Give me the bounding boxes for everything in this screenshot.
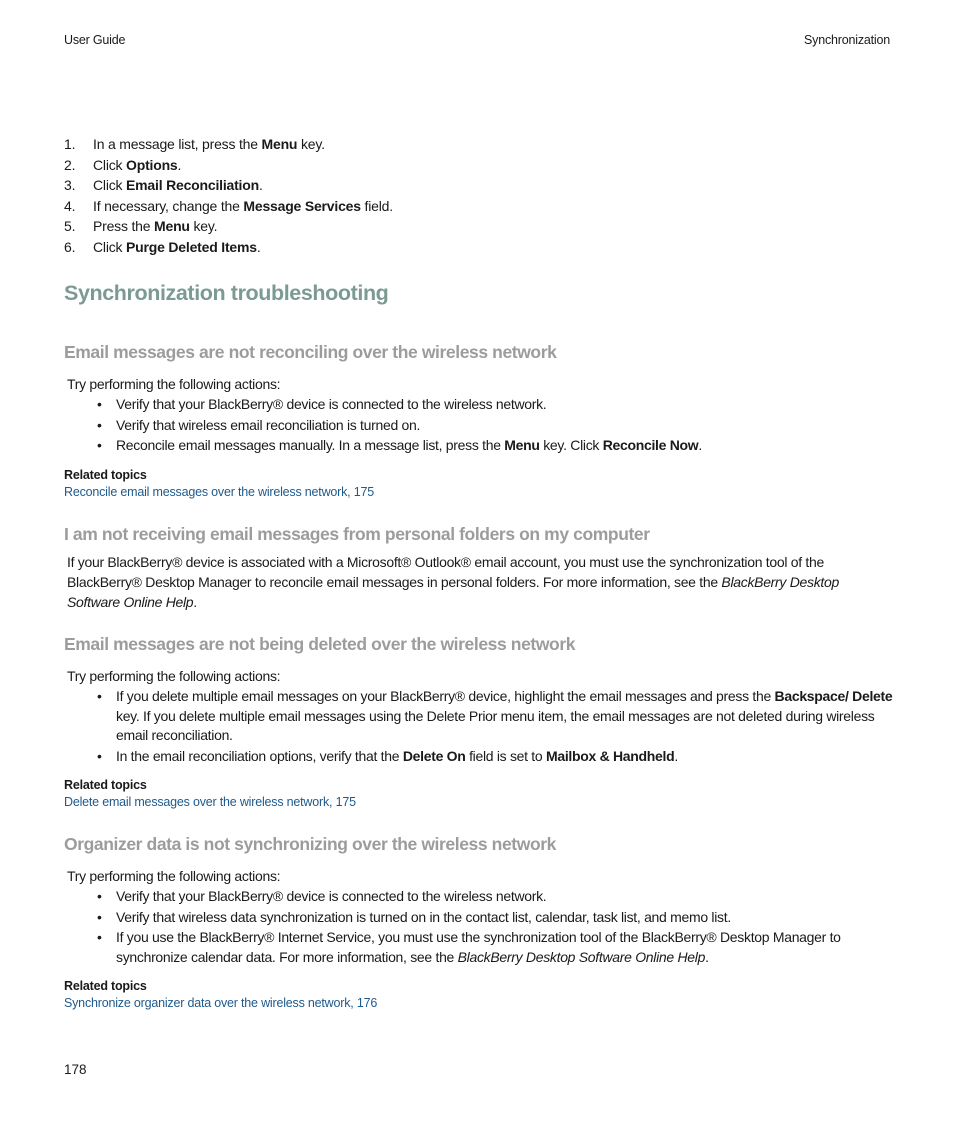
body-paragraph: [67, 552, 895, 612]
header-guide-title: User Guide: [64, 33, 126, 47]
list-item: [64, 416, 894, 436]
step-item: [64, 134, 894, 155]
step-text: .: [177, 156, 182, 173]
step-number: 4.: [64, 197, 76, 214]
step-number: 3.: [64, 177, 76, 193]
step-item: [64, 237, 894, 258]
item-ui-term: Backspace/ Delete: [774, 688, 893, 704]
bullet-icon: •: [97, 416, 102, 433]
step-text: Click: [93, 238, 127, 255]
step-ui-term: Purge Deleted Items: [126, 238, 257, 255]
header-chapter-title: Synchronization: [804, 33, 890, 47]
item-ui-term: Reconcile Now: [602, 437, 699, 453]
step-text: .: [258, 177, 263, 193]
related-topic-link[interactable]: Delete email messages over the wireless network, 175: [64, 795, 356, 809]
subsection-heading-deleting: Email messages are not being deleted over the wireless network: [64, 634, 576, 654]
item-text: Verify that your BlackBerry® device is connected to the wireless network.: [116, 888, 547, 904]
subsection-heading-reconciling: Email messages are not reconciling over the wireless network: [64, 342, 557, 362]
item-text: .: [674, 747, 678, 764]
list-item: [64, 687, 894, 746]
list-item: [64, 395, 894, 415]
page-number: 178: [64, 1062, 87, 1077]
step-text: Click: [93, 177, 127, 193]
bullet-icon: •: [97, 888, 102, 904]
bullet-icon: •: [97, 688, 102, 704]
actions-list: [64, 687, 894, 767]
item-text: key. Click: [539, 437, 603, 453]
actions-list: [64, 395, 894, 457]
step-ui-term: Options: [126, 156, 178, 173]
step-text: Press the: [93, 218, 155, 234]
step-ui-term: Menu: [154, 218, 190, 234]
related-topic-link[interactable]: Reconcile email messages over the wireless network, 175: [64, 485, 374, 499]
step-item: [64, 216, 894, 237]
bullet-icon: •: [97, 747, 102, 764]
list-item: [64, 928, 894, 967]
step-item: [64, 175, 894, 196]
item-text: .: [705, 948, 709, 965]
step-ui-term: Menu: [261, 136, 298, 152]
item-text: .: [698, 437, 702, 453]
related-topics-label: Related topics: [64, 979, 147, 993]
step-ui-term: Email Reconciliation: [126, 177, 259, 193]
step-text: .: [256, 238, 261, 255]
step-number: 1.: [64, 136, 76, 152]
item-text: Verify that wireless data synchronization is turned on in the contact list, calendar, task list, and memo list.: [116, 908, 731, 925]
bullet-icon: •: [97, 396, 102, 412]
step-number: 5.: [64, 218, 76, 234]
section-title: Synchronization troubleshooting: [64, 281, 389, 305]
item-text: Verify that your BlackBerry® device is connected to the wireless network.: [116, 396, 547, 412]
item-ui-term: Delete On: [402, 747, 466, 764]
document-reference: BlackBerry Desktop Software Online Help: [67, 574, 839, 610]
intro-text: Try performing the following actions:: [67, 868, 281, 884]
step-item: [64, 155, 894, 176]
intro-text: Try performing the following actions:: [67, 376, 281, 392]
item-text: If you delete multiple email messages on your BlackBerry® device, highlight the email messages and press the: [116, 688, 775, 704]
subsection-heading-organizer: Organizer data is not synchronizing over the wireless network: [64, 834, 556, 854]
steps-list: [64, 134, 894, 257]
step-text: In a message list, press the: [93, 136, 262, 152]
step-text: key.: [189, 218, 218, 234]
item-text: Verify that wireless email reconciliation is turned on.: [116, 416, 421, 433]
actions-list: [64, 887, 894, 968]
item-text: In the email reconciliation options, verify that the: [116, 747, 403, 764]
subsection-heading-personal-folders: I am not receiving email messages from personal folders on my computer: [64, 524, 650, 544]
bullet-icon: •: [97, 437, 102, 453]
step-item: [64, 196, 894, 217]
step-text: field.: [360, 197, 393, 214]
bullet-icon: •: [97, 908, 102, 925]
list-item: [64, 908, 894, 928]
step-text: Click: [93, 156, 127, 173]
bullet-icon: •: [97, 929, 102, 945]
item-text: key. If you delete multiple email messages using the Delete Prior menu item, the email messages are not deleted during wireless email reconciliation.: [116, 707, 875, 743]
item-text: field is set to: [465, 747, 546, 764]
related-topics-label: Related topics: [64, 778, 147, 792]
step-text: key.: [297, 136, 325, 152]
related-topics-label: Related topics: [64, 468, 147, 482]
list-item: [64, 887, 894, 907]
step-text: If necessary, change the: [93, 197, 244, 214]
document-reference: BlackBerry Desktop Software Online Help: [457, 948, 706, 965]
step-number: 6.: [64, 238, 76, 255]
item-ui-term: Mailbox & Handheld: [545, 747, 675, 764]
related-topic-link[interactable]: Synchronize organizer data over the wireless network, 176: [64, 996, 378, 1010]
intro-text: Try performing the following actions:: [67, 668, 281, 684]
item-text: Reconcile email messages manually. In a message list, press the: [116, 437, 505, 453]
item-ui-term: Menu: [504, 437, 540, 453]
paragraph-text: .: [193, 594, 197, 610]
paragraph-text: If your BlackBerry® device is associated with a Microsoft® Outlook® email account, you must use the synchronization tool of the BlackBerry® Desktop Manager to reconcile email messages in personal folders. For more information, see the: [67, 554, 824, 590]
list-item: [64, 436, 894, 456]
item-text: If you use the BlackBerry® Internet Service, you must use the synchronization tool of the BlackBerry® Desktop Manager to synchronize calendar data. For more information, see the: [116, 929, 841, 965]
list-item: [64, 747, 894, 767]
step-ui-term: Message Services: [243, 197, 361, 214]
step-number: 2.: [64, 156, 76, 173]
